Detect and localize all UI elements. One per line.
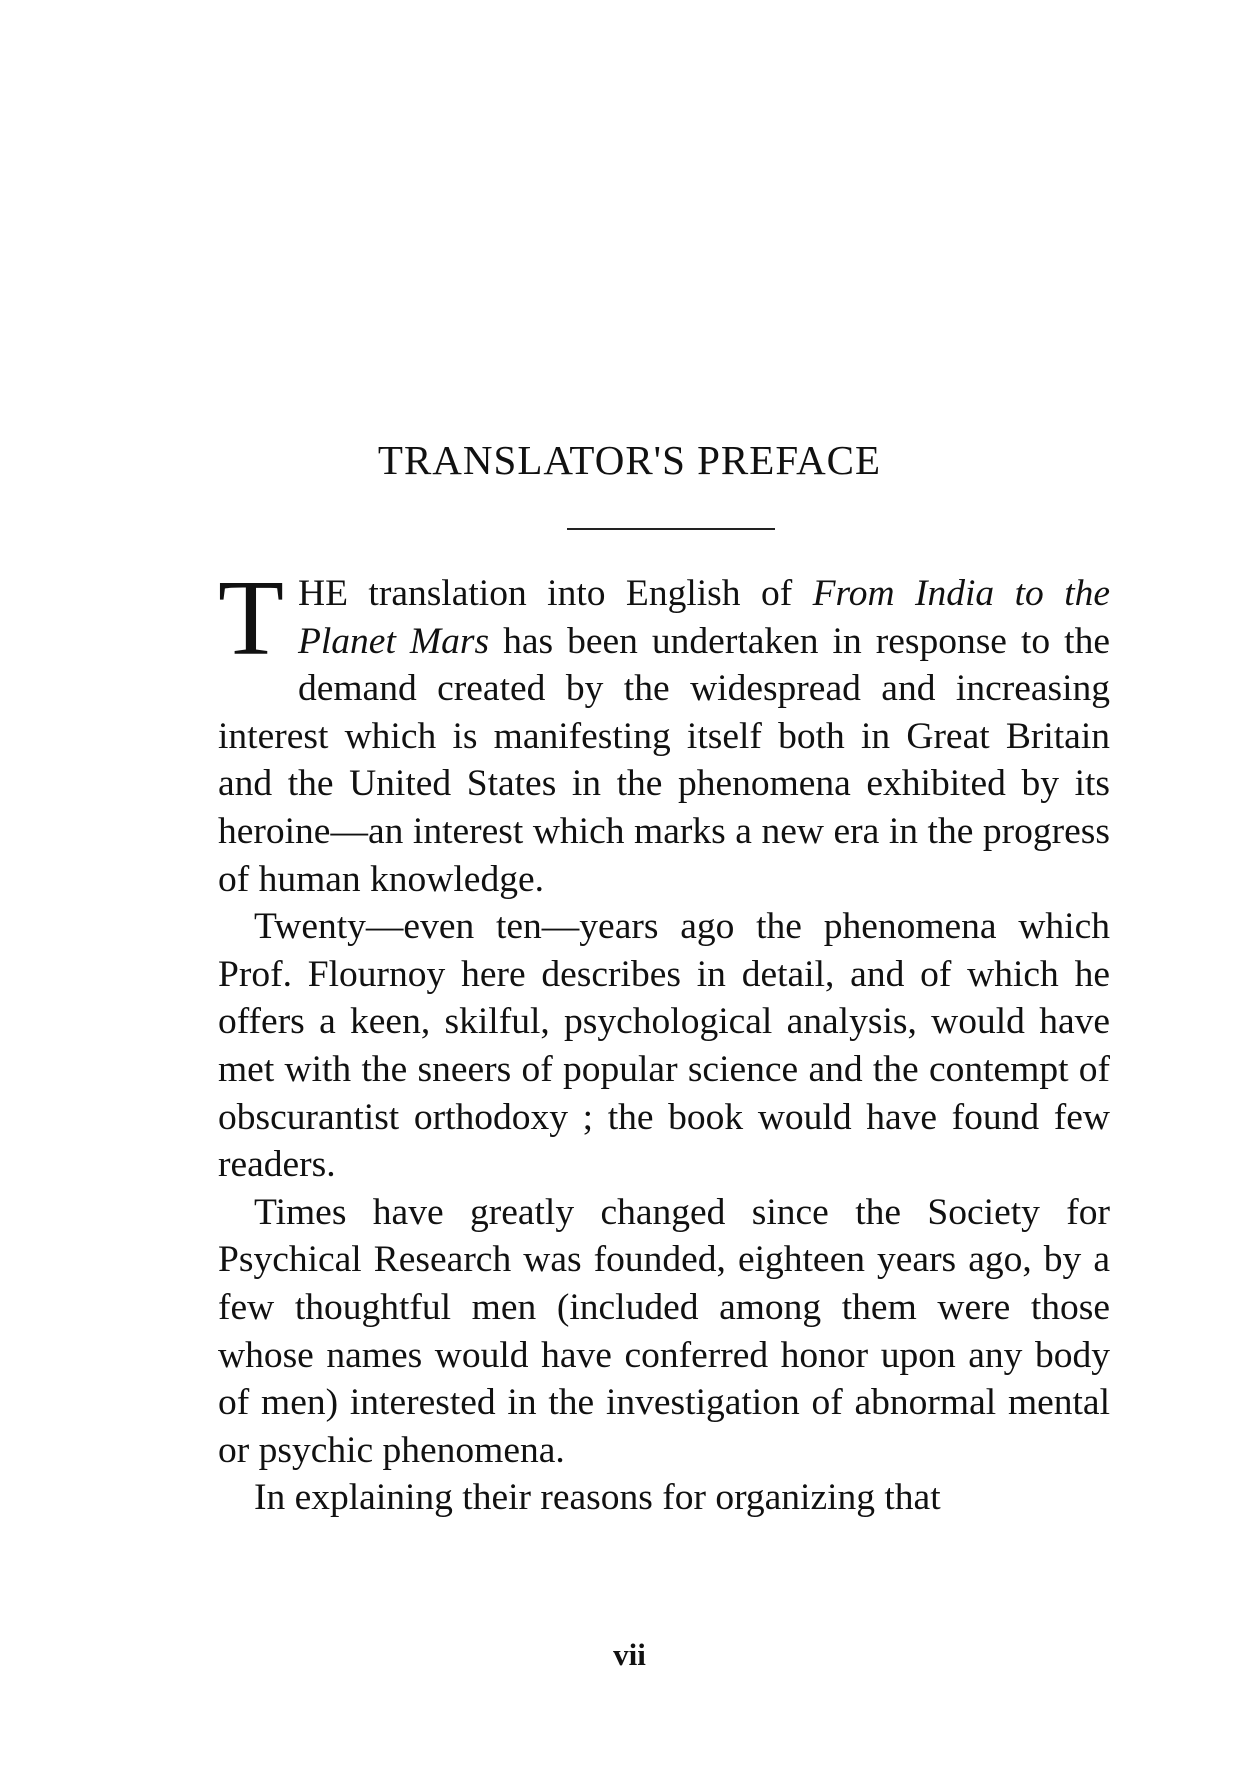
paragraph-3: Times have greatly changed since the Society for Psychical Research was founded, eighteen years ago, by a few thoughtful men (included among them were those whose names would have conferred honor upon any body of men) interested in the investigation of abnormal mental or psychic phenomena. bbox=[218, 1191, 1110, 1471]
page-number: vii bbox=[613, 1637, 646, 1672]
drop-cap: T bbox=[218, 559, 284, 678]
paragraph-1 bbox=[218, 559, 1111, 903]
paragraph-4: In explaining their reasons for organizing that bbox=[254, 1477, 941, 1519]
book-title: From India to the Planet Mars bbox=[297, 573, 1111, 662]
opening-word: HE bbox=[297, 573, 348, 614]
paragraph-2: Twenty—even ten—years ago the phenomena which Prof. Flournoy here describes in detail, and of which he offers a keen, skilful, psychological analysis, would have met with the sneers of popular science and the contempt of obscurantist orthodoxy ; the book would have found few readers. bbox=[218, 906, 1110, 1186]
preface-body bbox=[218, 559, 1111, 1522]
paragraph-1-text-b: has been undertaken in response to the demand created by the widespread and increasing interest which is manifesting itself both in Great Britain and the United States in the phenomena exhibited by its heroine—an interest which marks a new era in the progress of human knowledge. bbox=[218, 620, 1110, 900]
page-title: TRANSLATOR'S PREFACE bbox=[377, 437, 882, 483]
title-divider bbox=[567, 528, 775, 530]
paragraph-1-text-a: translation into English of bbox=[347, 573, 813, 614]
